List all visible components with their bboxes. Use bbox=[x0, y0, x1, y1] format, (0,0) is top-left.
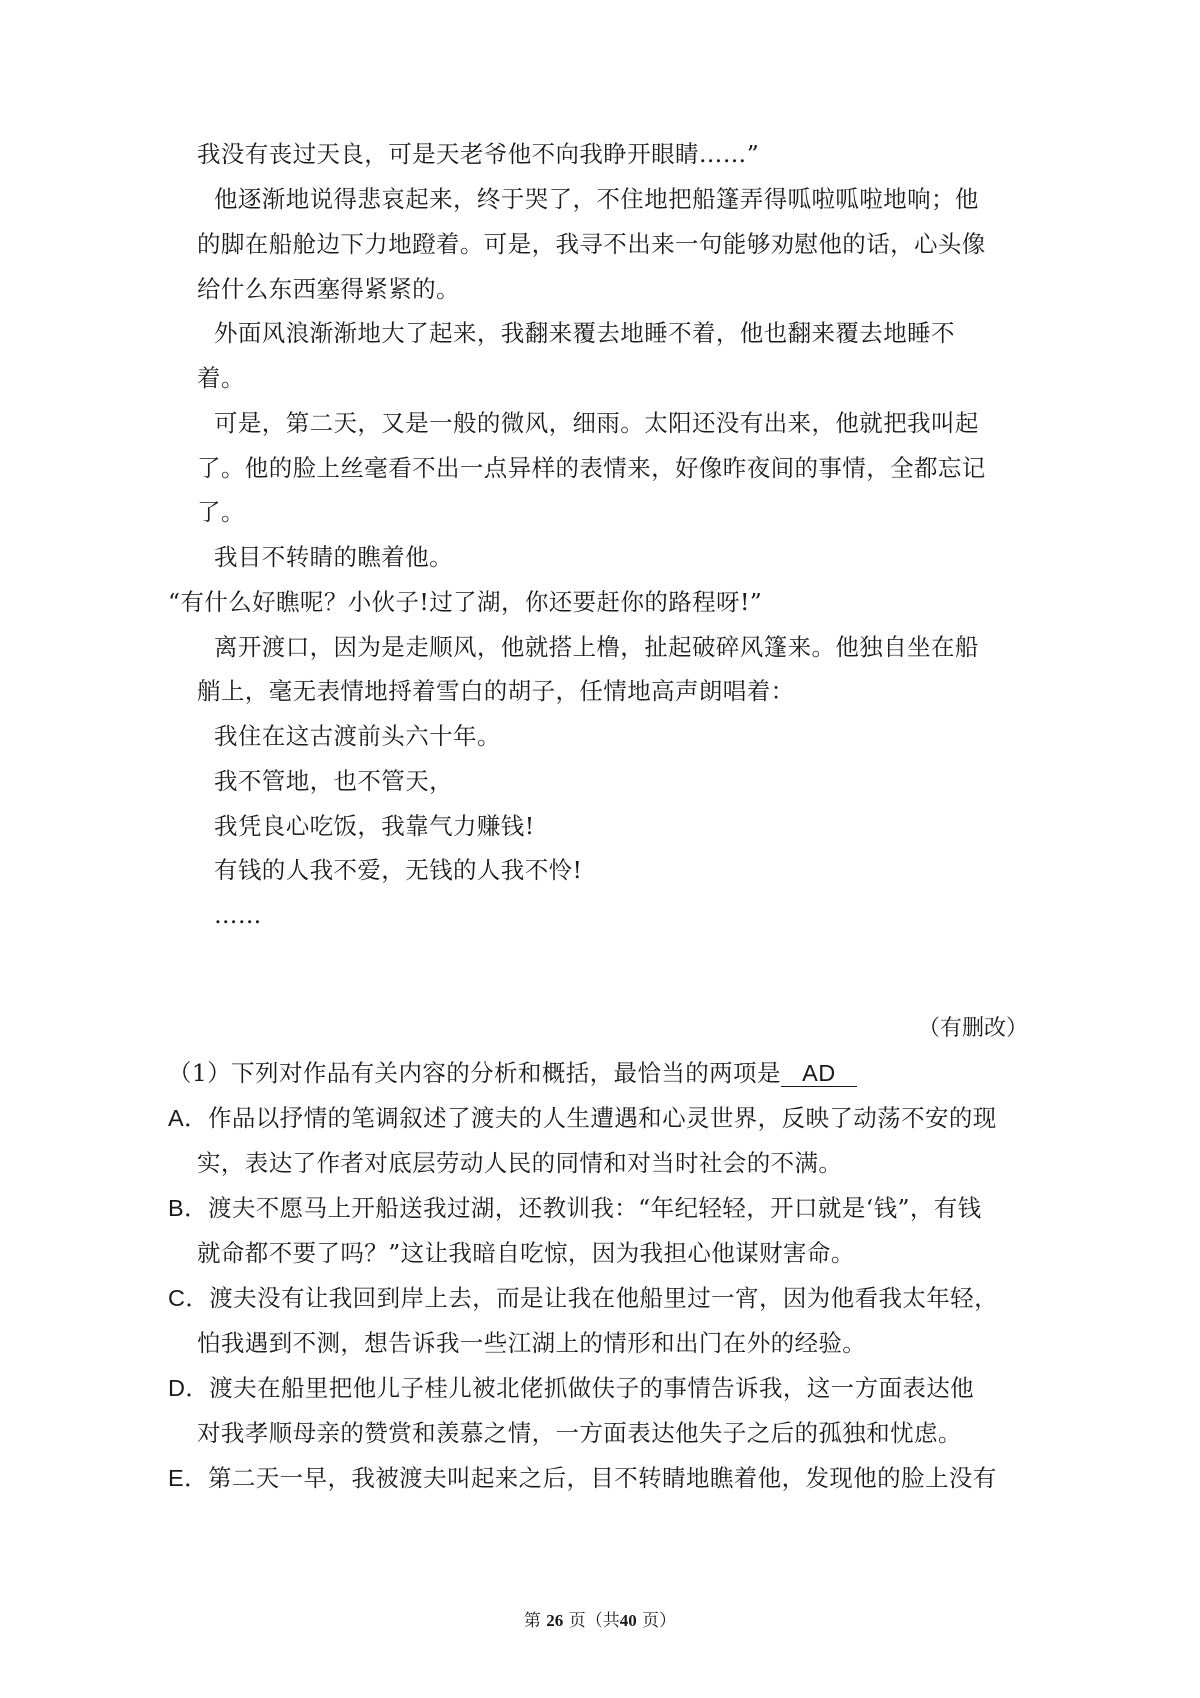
passage-line: 给什么东西塞得紧紧的。 bbox=[197, 275, 460, 303]
song-line: 我住在这古渡前头六十年。 bbox=[214, 722, 501, 750]
option-letter: B． bbox=[168, 1195, 208, 1221]
option-letter: E． bbox=[168, 1465, 208, 1491]
footer-suffix: 页） bbox=[642, 1611, 677, 1631]
option-text: 第二天一早，我被渡夫叫起来之后，目不转睛地瞧着他，发现他的脸上没有 bbox=[207, 1464, 997, 1492]
song-line: 我不管地，也不管天， bbox=[214, 767, 453, 795]
option-a bbox=[168, 1103, 997, 1133]
song-line: 我凭良心吃饭，我靠气力赚钱! bbox=[214, 812, 535, 840]
option-c-cont: 怕我遇到不测，想告诉我一些江湖上的情形和出门在外的经验。 bbox=[197, 1329, 867, 1357]
song-line: 有钱的人我不爱，无钱的人我不怜! bbox=[214, 856, 583, 884]
option-letter: A． bbox=[168, 1105, 208, 1131]
passage-line: “有什么好瞧呢？小伙子!过了湖，你还要赶你的路程呀!” bbox=[168, 588, 763, 616]
passage-line: 他逐渐地说得悲哀起来，终于哭了，不住地把船篷弄得呱啦呱啦地响；他 bbox=[214, 185, 979, 213]
question-stem bbox=[168, 1058, 857, 1088]
footer-prefix: 第 bbox=[523, 1611, 541, 1631]
question-stem-text: （1）下列对作品有关内容的分析和概括，最恰当的两项是 bbox=[168, 1059, 781, 1087]
option-text: 渡夫没有让我回到岸上去，而是让我在他船里过一宵，因为他看我太年轻， bbox=[209, 1284, 998, 1312]
option-text: 渡夫在船里把他儿子桂儿被北佬抓做伕子的事情告诉我，这一方面表达他 bbox=[209, 1374, 975, 1402]
total-pages: 40 bbox=[619, 1611, 637, 1630]
option-e bbox=[168, 1463, 997, 1493]
option-a-cont: 实，表达了作者对底层劳动人民的同情和对当时社会的不满。 bbox=[197, 1149, 843, 1177]
passage-line: 外面风浪渐渐地大了起来，我翻来覆去地睡不着，他也翻来覆去地睡不 bbox=[214, 319, 955, 347]
footer-middle: 页（共 bbox=[568, 1611, 620, 1631]
option-letter: D． bbox=[168, 1375, 210, 1401]
passage-line: 着。 bbox=[197, 364, 245, 392]
page-number: 26 bbox=[546, 1611, 564, 1630]
option-d bbox=[168, 1373, 974, 1403]
passage-line: 我目不转睛的瞧着他。 bbox=[214, 543, 453, 571]
passage-line: 了。 bbox=[197, 498, 245, 526]
page-footer bbox=[0, 1606, 1200, 1631]
option-c bbox=[168, 1283, 998, 1313]
passage-line: 的脚在船舱边下力地蹬着。可是，我寻不出来一句能够劝慰他的话，心头像 bbox=[197, 230, 986, 258]
option-d-cont: 对我孝顺母亲的赞赏和羡慕之情，一方面表达他失子之后的孤独和忧虑。 bbox=[197, 1419, 962, 1447]
answer-blank: AD bbox=[781, 1060, 857, 1087]
ellipsis: …… bbox=[214, 901, 262, 929]
option-letter: C． bbox=[168, 1285, 210, 1311]
passage-line: 了。他的脸上丝毫看不出一点异样的表情来，好像昨夜间的事情，全都忘记 bbox=[197, 454, 986, 482]
source-note: （有删改） bbox=[918, 1016, 1029, 1041]
passage-line: 艄上，毫无表情地捋着雪白的胡子，任情地高声朗唱着： bbox=[197, 677, 795, 705]
passage-line: 可是，第二天，又是一般的微风，细雨。太阳还没有出来，他就把我叫起 bbox=[214, 409, 979, 437]
option-b-cont: 就命都不要了吗？”这让我暗自吃惊，因为我担心他谋财害命。 bbox=[197, 1239, 855, 1267]
passage-line: 我没有丧过天良，可是天老爷他不向我睁开眼睛……” bbox=[197, 140, 760, 168]
option-text: 渡夫不愿马上开船送我过湖，还教训我：“年纪轻轻，开口就是‘钱”，有钱 bbox=[207, 1194, 982, 1222]
option-text: 作品以抒情的笔调叙述了渡夫的人生遭遇和心灵世界，反映了动荡不安的现 bbox=[207, 1104, 997, 1132]
passage-line: 离开渡口，因为是走顺风，他就搭上橹，扯起破碎风篷来。他独自坐在船 bbox=[214, 633, 979, 661]
option-b bbox=[168, 1193, 982, 1223]
